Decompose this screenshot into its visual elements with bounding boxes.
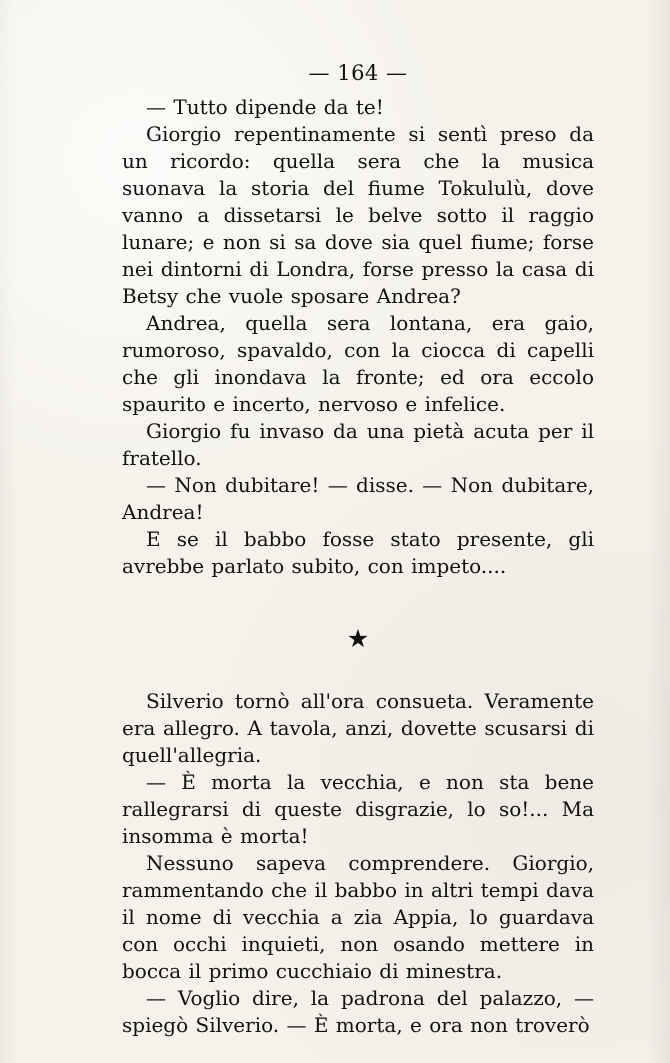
paragraph: Nessuno sapeva comprendere. Giorgio, rammentando che il babbo in altri tempi dava il nome di vecchia a zia Appia, lo guardava con occhi inquieti, non osando mettere in bocca il primo cucchiaio di minestra. (122, 851, 594, 983)
paragraph: — Voglio dire, la padrona del palazzo, — spiegò Silverio. — È morta, e ora non troverò (122, 986, 594, 1037)
paragraph: Giorgio fu invaso da una pietà acuta per il fratello. (122, 419, 594, 470)
star-icon: ★ (346, 624, 370, 653)
paragraph: Giorgio repentinamente si sentì preso da un ricordo: quella sera che la musica suonava la storia del fiume Tokululù, dove vanno a dissetarsi le belve sotto il raggio lunare; e non si sa dove sia quel fiume; forse nei dintorni di Londra, forse presso la casa di Betsy che vuole sposare Andrea? (122, 122, 594, 308)
page-number: — 164 — (308, 61, 408, 85)
paragraph: — Tutto dipende da te! (146, 95, 384, 119)
paragraph: Silverio tornò all'ora consueta. Veramente era allegro. A tavola, anzi, dovette scusarsi di quell'allegria. (122, 689, 594, 767)
paragraph: Andrea, quella sera lontana, era gaio, rumoroso, spavaldo, con la ciocca di capelli che gli inondava la fronte; ed ora eccolo spaurito e incerto, nervoso e infelice. (122, 311, 594, 416)
paragraph: E se il babbo fosse stato presente, gli avrebbe parlato subito, con impeto.... (122, 527, 594, 578)
section-separator (122, 624, 594, 654)
paragraph: — Non dubitare! — disse. — Non dubitare, Andrea! (122, 473, 594, 524)
paragraph: — È morta la vecchia, e non sta bene rallegrarsi di queste disgrazie, lo so!... Ma insomma è morta! (122, 770, 594, 848)
page-content (122, 58, 594, 1039)
